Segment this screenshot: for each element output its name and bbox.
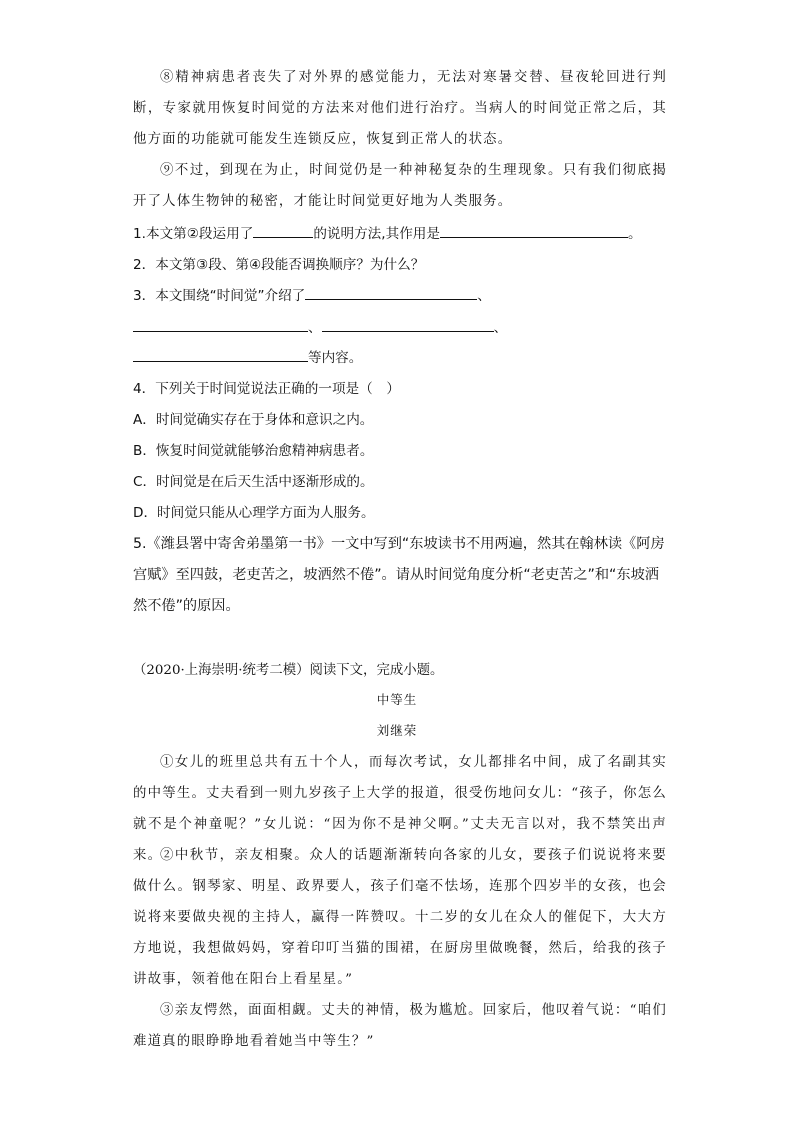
article-paragraph-2: ②中秋节，亲友相聚。众人的话题渐渐转向各家的儿女，要孩子们说说将来要做什么。钢琴家、明星、政界要人，孩子们毫不怯场，连那个四岁半的女孩，也会说将来要做央视的主持人，赢得一阵赞叹。十二岁的女儿在众人的催促下，大大方方地说，我想做妈妈，穿着印叮当猫的围裙，在厨房里做晚餐，然后，给我的孩子讲故事，领着他在阳台上看星星。”	[133, 848, 667, 987]
question-1: 1.本文第②段运用了 的说明方法,其作用是 。	[133, 219, 673, 250]
option-b[interactable]: B．恢复时间觉就能够治愈精神病患者。	[133, 443, 374, 459]
question-2: 2．本文第③段、第④段能否调换顺序？为什么？	[133, 257, 425, 273]
question-5: 5.《潍县署中寄舍弟墨第一书》一文中写到“东坡读书不用两遍，然其在翰林读《阿房宫赋》至四鼓，老吏苦之，坡洒然不倦”。请从时间觉角度分析“老吏苦之”和“东坡洒然不倦”的原因。	[133, 536, 665, 614]
question-3-line-2: 、 、	[133, 313, 673, 344]
question-3-line-3: 等内容。	[133, 343, 673, 374]
article-title: 中等生	[376, 692, 418, 707]
answer-blank[interactable]	[440, 222, 628, 238]
answer-blank[interactable]	[305, 284, 477, 300]
answer-blank[interactable]	[253, 222, 313, 238]
option-d[interactable]: D．时间觉只能从心理学方面为人服务。	[133, 505, 375, 521]
paragraph-8: ⑧精神病患者丧失了对外界的感觉能力，无法对寒暑交替、昼夜轮回进行判断，专家就用恢复时间觉的方法来对他们进行治疗。当病人的时间觉正常之后，其他方面的功能就可能发生连锁反应，恢复到正常人的状态。	[133, 70, 667, 147]
question-4: 4．下列关于时间觉说法正确的一项是（ ）	[133, 381, 400, 397]
paragraph-9: ⑨不过，到现在为止，时间觉仍是一种神秘复杂的生理现象。只有我们彻底揭开了人体生物钟的秘密，才能让时间觉更好地为人类服务。	[133, 163, 667, 209]
option-a[interactable]: A．时间觉确实存在于身体和意识之内。	[133, 412, 374, 428]
answer-blank[interactable]	[133, 316, 308, 332]
answer-blank[interactable]	[322, 316, 494, 332]
article-paragraph-1: ①女儿的班里总共有五十个人，而每次考试，女儿都排名中间，成了名副其实的中等生。丈夫看到一则九岁孩子上大学的报道，很受伤地问女儿：“孩子，你怎么就不是个神童呢？”女儿说：“因为你不是神父啊。”丈夫无言以对，我不禁笑出声来。	[133, 755, 668, 863]
article-author: 刘继荣	[376, 723, 418, 738]
answer-blank[interactable]	[133, 346, 308, 362]
article-paragraph-3: ③亲友愕然，面面相觑。丈夫的神情，极为尴尬。回家后，他叹着气说：“咱们难道真的眼睁睁地看着她当中等生？”	[133, 1003, 667, 1049]
option-c[interactable]: C．时间觉是在后天生活中逐渐形成的。	[133, 474, 374, 490]
question-3: 3．本文围绕“时间觉”介绍了 、	[133, 281, 673, 312]
section-intro: （2020·上海崇明·统考二模）阅读下文，完成小题。	[133, 663, 444, 678]
